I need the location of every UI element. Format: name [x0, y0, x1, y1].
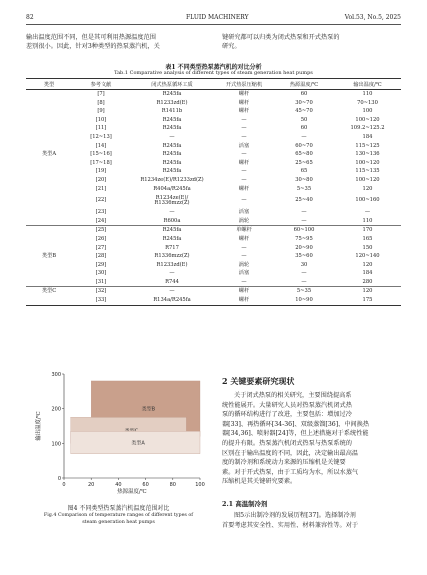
source-temp-cell: — [301, 209, 307, 216]
ref-cell: [20] [95, 176, 107, 183]
output-temp-cell: 100~120 [355, 116, 380, 123]
table-row [26, 99, 401, 108]
y-tick-label: 100 [51, 441, 61, 448]
type-cell [26, 107, 72, 116]
fluid-cell: R404a/R245fa [153, 185, 191, 192]
header-compressor: 开式热泵压缩机 [214, 79, 274, 90]
table-row [26, 296, 401, 305]
source-temp-cell: 30 [300, 261, 308, 268]
source-temp-cell: 35~60 [295, 253, 313, 260]
y-tick-label: 0 [57, 476, 61, 482]
compressor-cell: 螺杆 [238, 235, 250, 242]
ref-cell: [8] [97, 99, 105, 106]
compressor-cell: 螺杆 [238, 185, 250, 192]
subsection-body-line: 图5示出制冷剂的发展历程[37]。选择制冷剂 [234, 512, 356, 519]
section-body-line: 度的制冷剂和系统动力来源的压缩机是关键要 [222, 459, 346, 467]
section-body-line: 关于闭式热泵的相关研究，主要围绕提高系 [234, 392, 352, 399]
compressor-cell: 活塞 [238, 209, 250, 216]
fluid-cell: R245fa [162, 142, 182, 149]
table-header-row [26, 79, 401, 90]
compressor-cell: 螺杆 [214, 287, 274, 296]
fluid-cell: R717 [165, 244, 179, 251]
fluid-cell: R1234ze(E)/R1233zd(Z) [140, 176, 204, 183]
region-label: 类型A [131, 440, 145, 447]
intro-right-line-1: 键研究都可以归类为闭式热泵和开式热泵的 [222, 34, 340, 41]
type-cell [26, 217, 72, 226]
table-row [26, 142, 401, 151]
figure-caption-en [26, 512, 211, 526]
type-cell [26, 226, 72, 235]
fluid-cell: — [130, 287, 214, 296]
type-cell: 类型B [41, 253, 57, 260]
compressor-cell: — [241, 244, 247, 251]
source-temp-cell: 25~40 [295, 197, 313, 204]
compressor-cell: 螺杆 [238, 99, 250, 106]
output-temp-cell: 120 [362, 261, 373, 268]
type-cell [26, 185, 72, 194]
page-number: 82 [26, 14, 34, 21]
fluid-cell: R1411b [161, 108, 183, 115]
ref-cell: [7] [97, 91, 105, 97]
source-temp-cell: — [301, 270, 307, 277]
x-axis-label: 热源温度/℃ [117, 489, 147, 495]
table-row [26, 278, 401, 287]
table-row [26, 124, 401, 133]
section-title: 2 关键要素研究现状 [222, 376, 295, 386]
type-cell [26, 99, 72, 108]
compressor-cell: 单螺杆 [214, 226, 274, 235]
ref-cell: [12~13] [90, 133, 112, 140]
source-temp-cell: 10~90 [295, 297, 313, 304]
ref-cell: [31] [95, 278, 107, 285]
x-tick-label: 20 [88, 482, 95, 488]
table-row [26, 185, 401, 194]
output-temp-cell: 109.2~125.2 [350, 125, 385, 132]
source-temp-cell: 60 [300, 125, 308, 132]
header-output-temp: 输出温度/℃ [334, 79, 401, 90]
output-temp-cell: 110 [362, 91, 373, 97]
ref-cell: [9] [97, 108, 105, 115]
source-temp-cell: 5~35 [296, 185, 312, 192]
ref-cell: [17~18] [90, 159, 112, 166]
fluid-cell: — [169, 209, 175, 216]
ref-cell: [33] [95, 297, 107, 304]
compressor-cell: 涡轮 [238, 217, 250, 224]
figure-caption-en-line-1: Fig.4 Comparison of temperature ranges of different types of [43, 513, 194, 518]
temperature-range-chart [30, 368, 210, 498]
ref-cell: [19] [95, 168, 107, 175]
table-row [26, 244, 401, 253]
table-row [26, 150, 401, 159]
subsection-body-line: 首要考虑其安全性、实用性、材料兼容性等。对于 [222, 521, 359, 529]
output-temp-cell: 120 [362, 185, 373, 192]
fluid-cell: R134a/R245fa [153, 297, 191, 304]
output-temp-cell: 170 [334, 226, 401, 235]
type-cell [26, 278, 72, 287]
fluid-cell: — [169, 270, 175, 277]
source-temp-cell: 65 [300, 168, 308, 175]
section-body-line: 素。对于开式热泵，由于工质均为水，所以水蒸气 [222, 468, 359, 476]
output-temp-cell: 150 [362, 244, 373, 251]
type-cell [26, 296, 72, 305]
source-temp-cell: 25~65 [295, 159, 313, 166]
section-body-line: 区别在于输出温度的不同，因此，决定输出最高温 [222, 449, 359, 457]
ref-cell: [15~16] [90, 151, 112, 158]
ref-cell: [25] [72, 226, 130, 235]
type-cell [26, 167, 72, 176]
output-temp-cell: 100~160 [355, 197, 380, 204]
type-cell [26, 193, 72, 208]
table-row [26, 176, 401, 185]
source-temp-cell: 5~35 [274, 287, 334, 296]
running-header [26, 14, 401, 25]
ref-cell: [21] [95, 185, 107, 192]
compressor-cell: — [241, 278, 247, 285]
table-row [26, 269, 401, 278]
source-temp-cell: 60~100 [274, 226, 334, 235]
type-cell [26, 142, 72, 151]
output-temp-cell: 130~136 [355, 151, 380, 158]
compressor-cell: — [241, 253, 247, 260]
output-temp-cell: 184 [362, 133, 373, 140]
x-tick-label: 100 [195, 482, 205, 488]
section-body-line: 器[33]、再热循环[34-36]、双级蒸馏[36]、中间换热 [222, 420, 370, 428]
type-cell: 类型A [41, 151, 57, 158]
section-body-line: 器[34,36]、喷射器[24]等，但上述措施对于系统性能 [222, 430, 369, 438]
y-tick-label: 300 [51, 372, 61, 378]
chart-svg [30, 368, 210, 498]
table-row [26, 159, 401, 168]
source-temp-cell: 60 [300, 91, 308, 97]
source-temp-cell: 20~90 [295, 244, 313, 251]
section-body-line: 的提升有限。热泵蒸汽机闭式热泵与热泵系统的 [222, 440, 352, 447]
table-caption-en: Tab.1 Comparative analysis of different types of steam generation heat pumps [114, 70, 313, 76]
compressor-cell: 螺杆 [238, 297, 250, 304]
fluid-cell: R1234ze(E)/ R1336mzz(Z) [154, 195, 190, 206]
source-temp-cell: 30~80 [295, 176, 313, 183]
x-tick-label: 80 [169, 482, 176, 488]
table-row [26, 208, 401, 217]
intro-left-line-2: 差别很小。因此，针对3种类型的热泵蒸汽机，关 [26, 43, 160, 50]
region-label: 类型B [141, 406, 156, 413]
table-row [26, 107, 401, 116]
fluid-cell: R245fa [162, 235, 182, 242]
table-row [26, 167, 401, 176]
ref-cell: [32] [72, 287, 130, 296]
fluid-cell: R245fa [162, 125, 182, 132]
source-temp-cell: 30~70 [295, 99, 313, 106]
fluid-cell: R1336mzz(Z) [154, 253, 190, 260]
table-row [26, 217, 401, 226]
figure-caption-en-line-2: steam generation heat pumps [82, 520, 155, 525]
table-row [26, 133, 401, 142]
source-temp-cell: 65~80 [295, 151, 313, 158]
type-cell [26, 176, 72, 185]
section-body-line: 统性能展开。大量研究人员对热泵蒸汽机闭式热 [222, 401, 352, 409]
type-cell [26, 90, 72, 99]
fluid-cell: R245fa [162, 151, 182, 158]
fluid-cell: R744 [165, 278, 179, 285]
header-type: 类型 [26, 79, 72, 90]
ref-cell: [30] [95, 270, 107, 277]
compressor-cell: — [241, 197, 247, 204]
compressor-cell: 螺杆 [238, 159, 250, 166]
ref-cell: [28] [95, 253, 107, 260]
compressor-cell: — [241, 151, 247, 158]
ref-cell: [27] [95, 244, 107, 251]
output-temp-cell: 115~125 [355, 142, 380, 149]
intro-left-line-1: 输出温度范围不同，但是其可利用热源温度范围 [26, 34, 156, 41]
output-temp-cell: 100~120 [355, 176, 380, 183]
table-row [26, 116, 401, 125]
table-row [26, 90, 401, 99]
fluid-cell: R245fa [130, 226, 214, 235]
type-cell [26, 124, 72, 133]
ref-cell: [10] [95, 116, 107, 123]
ref-cell: [14] [95, 142, 107, 149]
header-ref: 参考文献 [72, 79, 130, 90]
type-cell [26, 133, 72, 142]
x-tick-label: 40 [115, 482, 122, 488]
compressor-cell: 活塞 [238, 270, 250, 277]
source-temp-cell: 45~70 [295, 108, 313, 115]
type-cell [26, 116, 72, 125]
output-temp-cell: 115~135 [355, 168, 380, 175]
output-temp-cell: 165 [362, 235, 373, 242]
output-temp-cell: 100~120 [355, 159, 380, 166]
fluid-cell: R600a [163, 217, 181, 224]
table-row [26, 252, 401, 261]
journal-name: FLUID MACHINERY [186, 14, 249, 21]
compressor-cell: — [241, 133, 247, 140]
fluid-cell: — [169, 133, 175, 140]
type-cell [26, 269, 72, 278]
compressor-cell: 螺杆 [238, 91, 250, 97]
comparison-table [26, 78, 401, 306]
output-temp-cell: 280 [362, 278, 373, 285]
fluid-cell: R1233zd(E) [156, 99, 188, 106]
type-cell [26, 244, 72, 253]
figure-caption-cn: 图4 不同类型热泵蒸汽机温度范围对比 [67, 505, 170, 512]
source-temp-cell: 50 [300, 116, 308, 123]
type-cell [26, 261, 72, 270]
fluid-cell: R245fa [162, 91, 182, 97]
ref-cell: [11] [95, 125, 107, 132]
ref-cell: [26] [95, 235, 107, 242]
y-axis-label: 输出温度/℃ [36, 411, 42, 441]
section-body-line: 压缩机是其关键研究要素。 [222, 478, 297, 486]
ref-cell: [29] [95, 261, 107, 268]
volume-info: Vol.53, No.5, 2025 [344, 14, 401, 21]
output-temp-cell: 184 [362, 270, 373, 277]
output-temp-cell: 120~140 [355, 253, 380, 260]
y-tick-label: 200 [51, 406, 61, 413]
output-temp-cell: 110 [362, 217, 373, 224]
type-cell [26, 235, 72, 244]
compressor-cell: 涡轮 [238, 261, 250, 268]
intro-right-line-2: 研究。 [222, 43, 241, 50]
compressor-cell: 螺杆 [238, 108, 250, 115]
type-cell [26, 159, 72, 168]
output-temp-cell: 120 [334, 287, 401, 296]
header-source-temp: 热源温度/℃ [274, 79, 334, 90]
compressor-cell: 活塞 [238, 142, 250, 149]
output-temp-cell: — [364, 209, 371, 216]
compressor-cell: — [241, 125, 247, 132]
subsection-title: 2.1 高温制冷剂 [222, 500, 268, 508]
ref-cell: [22] [95, 197, 107, 204]
table-row [26, 287, 401, 296]
output-temp-cell: 100 [362, 108, 373, 115]
source-temp-cell: — [301, 217, 307, 224]
source-temp-cell: 75~95 [295, 235, 313, 242]
type-cell [26, 208, 72, 217]
table-body [26, 90, 401, 305]
x-tick-label: 0 [62, 482, 66, 488]
compressor-cell: — [241, 116, 247, 123]
table-caption-cn: 表1 不同类型热泵蒸汽机的对比分析 [165, 64, 262, 71]
table-row [26, 226, 401, 235]
source-temp-cell: — [301, 278, 307, 285]
x-tick-label: 60 [142, 482, 149, 488]
fluid-cell: R245fa [162, 116, 182, 123]
output-temp-cell: 175 [362, 297, 373, 304]
table-row [26, 193, 401, 208]
section-body-line: 泵的循环结构进行了改进，主要包括：增加过冷 [222, 411, 352, 419]
source-temp-cell: — [301, 133, 307, 140]
table-row [26, 261, 401, 270]
ref-cell: [24] [95, 217, 107, 224]
fluid-cell: R245fa [162, 159, 182, 166]
type-cell: 类型C [26, 287, 72, 296]
source-temp-cell: 60~70 [295, 142, 313, 149]
table-row [26, 235, 401, 244]
compressor-cell: — [241, 176, 247, 183]
fluid-cell: R245fa [162, 168, 182, 175]
compressor-cell: — [241, 168, 247, 175]
ref-cell: [23] [95, 209, 107, 216]
output-temp-cell: 70~130 [357, 99, 378, 106]
fluid-cell: R1233zd(E) [156, 261, 188, 268]
header-fluid: 闭式热泵循环工质 [130, 79, 214, 90]
